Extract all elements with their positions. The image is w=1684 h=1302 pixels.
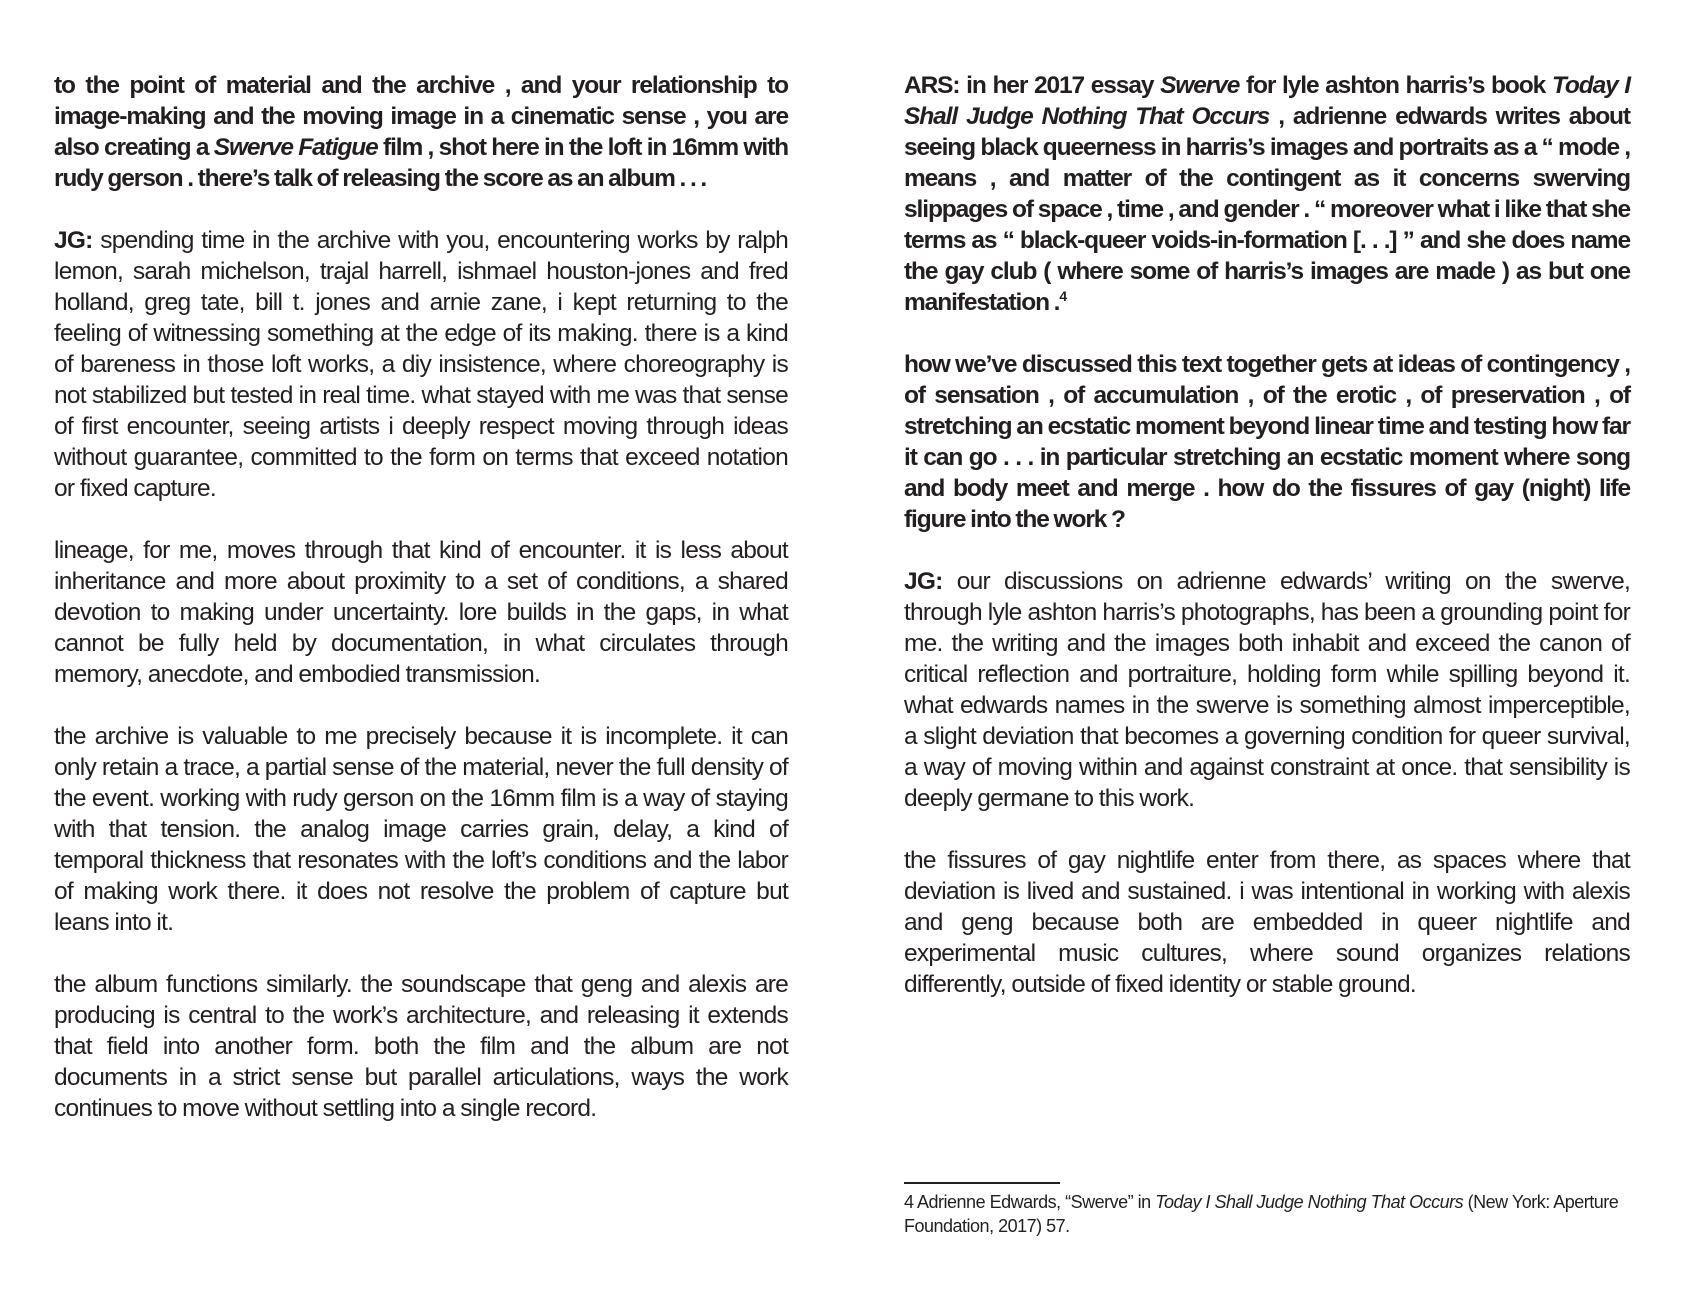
interviewer-question: how we’ve discussed this text together gets at ideas of contingency , of sensation , of accumulation , of the erotic , of preservation , of stretching an ecstatic moment beyond linear time and testing how far it can go . . . in particular stretching an ecstatic moment where song and body meet and merge . how do the fissures of gay (night) life figure into the work ? (904, 351, 1630, 533)
film-title: Swerve Fatigue (213, 134, 378, 161)
answer-paragraph: lineage, for me, moves through that kind of encounter. it is less about inheritance and more about proximity to a set of conditions, a shared devotion to making under uncertainty. lore builds in the gaps, in what cannot be fully held by documentation, in what circulates through memory, anecdote, and embodied transmission. (54, 537, 788, 688)
question-text: for lyle ashton harris’s book (1239, 72, 1552, 99)
answer-paragraph (54, 225, 788, 504)
speaker-label: JG: (904, 568, 943, 595)
answer-paragraph: the archive is valuable to me precisely because it is incomplete. it can only retain a trace, a partial sense of the material, never the full density of the event. working with rudy gerson on the 16mm film is a way of staying with that tension. the analog image carries grain, delay, a kind of temporal thickness that resonates with the loft’s conditions and the labor of making work there. it does not resolve the problem of capture but leans into it. (54, 723, 788, 936)
question-text: film , shot here in the loft in 16mm with rudy gerson . there’s talk of releasing the score as an album . . . (54, 134, 788, 192)
interviewer-question (904, 70, 1630, 318)
footnote-divider (904, 1182, 1060, 1184)
speaker-label: ARS: (904, 72, 960, 99)
speaker-label: JG: (54, 227, 93, 254)
footnote-number: 4 (904, 1192, 914, 1212)
footnote-reference[interactable]: 4 (1059, 288, 1067, 304)
footnote-text: (New York: Aperture Foundation, 2017) 57. (904, 1192, 1619, 1236)
left-column (54, 70, 788, 1155)
answer-paragraph: the fissures of gay nightlife enter from there, as spaces where that deviation is lived and sustained. i was intentional in working with alexis and geng because both are embedded in queer nightlife and experimental music cultures, where sound organizes relations differently, outside of fixed identity or stable ground. (904, 847, 1630, 998)
footnote-text: Adrienne Edwards, “Swerve” in (913, 1192, 1156, 1212)
footnote (904, 1190, 1630, 1238)
interviewer-question (54, 70, 788, 194)
answer-paragraph (904, 566, 1630, 814)
essay-title: Swerve (1160, 72, 1240, 99)
footnotes (904, 1182, 1630, 1238)
question-text: , adrienne edwards writes about seeing black queerness in harris’s images and portraits as a “ mode , means , and matter of the contingent as it concerns swerving slippages of space , time , and gender . “ moreover what i like that she terms as “ black-queer voids-in-formation [. . .] ” and she does name the gay club ( where some of harris’s images are made ) as but one manifestation . (904, 103, 1630, 316)
question-text: in her 2017 essay (959, 72, 1161, 99)
footnote-book-title: Today I Shall Judge Nothing That Occurs (1155, 1192, 1464, 1212)
right-column (904, 70, 1630, 1031)
answer-text: our discussions on adrienne edwards’ writing on the swerve, through lyle ashton harris’s photographs, has been a grounding point for me. the writing and the images both inhabit and exceed the canon of critical reflection and portraiture, holding form while spilling beyond it. what edwards names in the swerve is something almost imperceptible, a slight deviation that becomes a governing condition for queer survival, a way of moving within and against constraint at once. that sensibility is deeply germane to this work. (904, 568, 1630, 812)
answer-paragraph: the album functions similarly. the soundscape that geng and alexis are producing is central to the work’s architecture, and releasing it extends that field into another form. both the film and the album are not documents in a strict sense but parallel articulations, ways the work continues to move without settling into a single record. (54, 971, 788, 1122)
question-text: to the point of material and the archive , and your relationship to image-making and the moving image in a cinematic sense , you are also creating a (54, 72, 788, 161)
answer-text: spending time in the archive with you, encountering works by ralph lemon, sarah michelson, trajal harrell, ishmael houston-jones and fred holland, greg tate, bill t. jones and arnie zane, i kept returning to the feeling of witnessing something at the edge of its making. there is a kind of bareness in those loft works, a diy insistence, where choreography is not stabilized but tested in real time. what stayed with me was that sense of first encounter, seeing artists i deeply respect moving through ideas without guarantee, committed to the form on terms that exceed notation or fixed capture. (54, 227, 788, 502)
book-title: Today I Shall Judge Nothing That Occurs (904, 72, 1631, 130)
